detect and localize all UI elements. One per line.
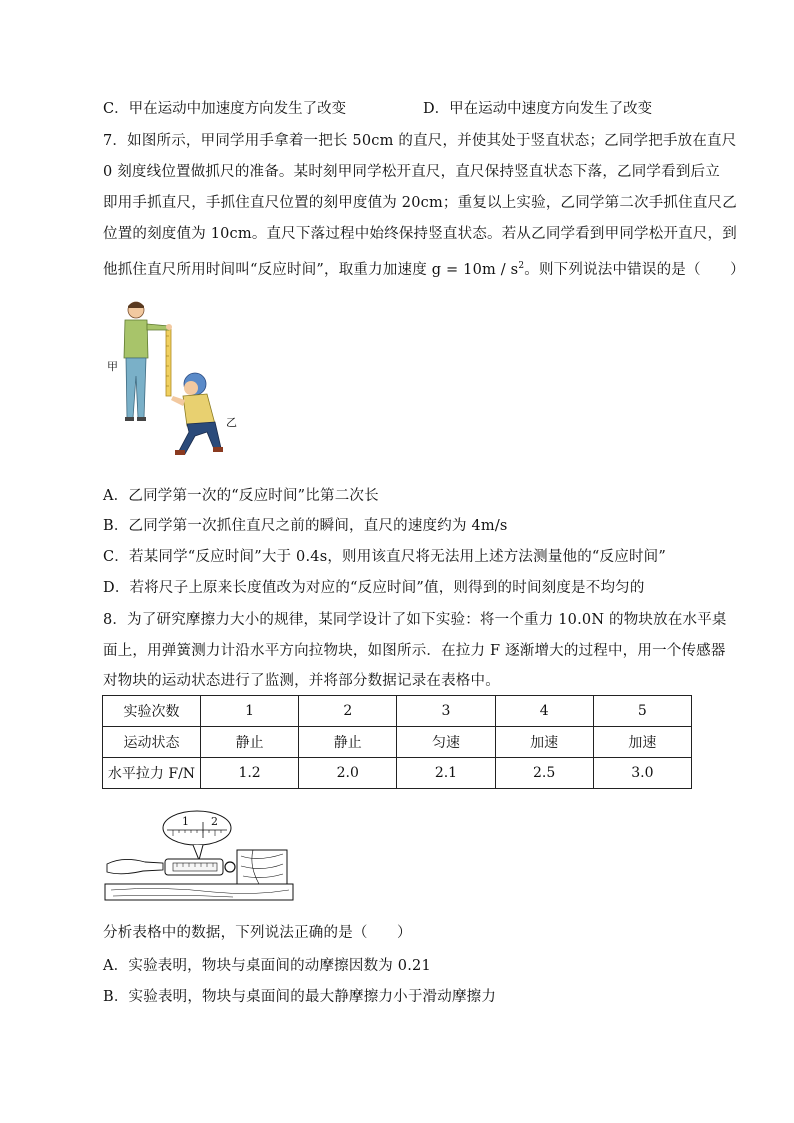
table-cell: 2.1 bbox=[397, 758, 495, 789]
table-cell: 匀速 bbox=[397, 727, 495, 758]
hand bbox=[107, 859, 163, 873]
ruler bbox=[166, 326, 171, 396]
table-cell: 2 bbox=[299, 696, 397, 727]
table-cell: 静止 bbox=[201, 727, 299, 758]
spring-scale-figure bbox=[103, 808, 295, 906]
hook bbox=[225, 862, 235, 872]
label-yi: 乙 bbox=[226, 416, 237, 429]
q7-stem-line-1: 7．如图所示，甲同学用手拿着一把长 50cm 的直尺，并使其处于竖直状态；乙同学把手放在直尺 bbox=[103, 133, 737, 149]
table-row bbox=[103, 758, 692, 789]
table-row bbox=[103, 727, 692, 758]
student-jia bbox=[124, 302, 172, 421]
table-cell: 2.5 bbox=[495, 758, 593, 789]
q7-option-c[interactable]: C．若某同学“反应时间”大于 0.4s，则用该直尺将无法用上述方法测量他的“反应时间” bbox=[103, 549, 666, 565]
ruler-reaction-figure bbox=[103, 296, 253, 466]
q6-option-d[interactable]: D．甲在运动中速度方向发生了改变 bbox=[423, 101, 653, 117]
q8-stem-line-2: 面上，用弹簧测力计沿水平方向拉物块，如图所示．在拉力 F 逐渐增大的过程中，用一个传感器 bbox=[103, 643, 726, 659]
gauge-label-1: 1 bbox=[182, 815, 189, 828]
q8-option-b[interactable]: B．实验表明，物块与桌面间的最大静摩擦力小于滑动摩擦力 bbox=[103, 989, 497, 1005]
q7-stem-line-3: 即用手抓直尺，手抓住直尺位置的刻甲度值为 20cm；重复以上实验，乙同学第二次手抓住直尺乙 bbox=[103, 195, 737, 211]
q7-exponent: 2 bbox=[518, 261, 525, 272]
q7-option-d[interactable]: D．若将尺子上原来长度值改为对应的“反应时间”值，则得到的时间刻度是不均匀的 bbox=[103, 580, 645, 596]
table-cell: 运动状态 bbox=[103, 727, 201, 758]
table-cell: 5 bbox=[593, 696, 691, 727]
table-cell: 加速 bbox=[593, 727, 691, 758]
q7-stem-line-2: 0 刻度线位置做抓尺的准备。某时刻甲同学松开直尺，直尺保持竖直状态下落，乙同学看到后立 bbox=[103, 164, 720, 180]
q7-option-b[interactable]: B．乙同学第一次抓住直尺之前的瞬间，直尺的速度约为 4m/s bbox=[103, 518, 508, 534]
label-jia: 甲 bbox=[107, 360, 118, 373]
gauge-label-2: 2 bbox=[211, 815, 218, 828]
q7-stem-line-5-tail: 。则下列说法中错误的是（ ） bbox=[524, 262, 745, 278]
q8-stem-line-3: 对物块的运动状态进行了监测，并将部分数据记录在表格中。 bbox=[103, 673, 500, 689]
friction-data-table bbox=[102, 695, 692, 789]
table-cell: 3.0 bbox=[593, 758, 691, 789]
gauge-callout bbox=[163, 811, 231, 845]
table-cell: 实验次数 bbox=[103, 696, 201, 727]
q7-stem-line-4: 位置的刻度值为 10cm。直尺下落过程中始终保持竖直状态。若从乙同学看到甲同学松开直尺，到 bbox=[103, 226, 737, 242]
table-cell: 加速 bbox=[495, 727, 593, 758]
table-cell: 3 bbox=[397, 696, 495, 727]
table-cell: 1.2 bbox=[201, 758, 299, 789]
q8-option-a[interactable]: A．实验表明，物块与桌面间的动摩擦因数为 0.21 bbox=[103, 958, 431, 974]
q7-stem-line-5 bbox=[103, 258, 745, 279]
table-cell: 4 bbox=[495, 696, 593, 727]
q8-stem-line-1: 8．为了研究摩擦力大小的规律，某同学设计了如下实验：将一个重力 10.0N 的物块放在水平桌 bbox=[103, 612, 727, 628]
table-cell: 静止 bbox=[299, 727, 397, 758]
table-surface bbox=[105, 884, 293, 900]
table-cell: 2.0 bbox=[299, 758, 397, 789]
table-cell: 1 bbox=[201, 696, 299, 727]
table-row bbox=[103, 696, 692, 727]
q7-option-a[interactable]: A．乙同学第一次的“反应时间”比第二次长 bbox=[103, 488, 379, 504]
student-yi bbox=[171, 373, 223, 455]
table-cell: 水平拉力 F/N bbox=[103, 758, 201, 789]
q8-question: 分析表格中的数据，下列说法正确的是（ ） bbox=[103, 925, 412, 941]
q6-option-c[interactable]: C．甲在运动中加速度方向发生了改变 bbox=[103, 101, 347, 117]
q7-stem-line-5-text: 他抓住直尺所用时间叫“反应时间”，取重力加速度 g = 10m / s bbox=[103, 262, 519, 278]
